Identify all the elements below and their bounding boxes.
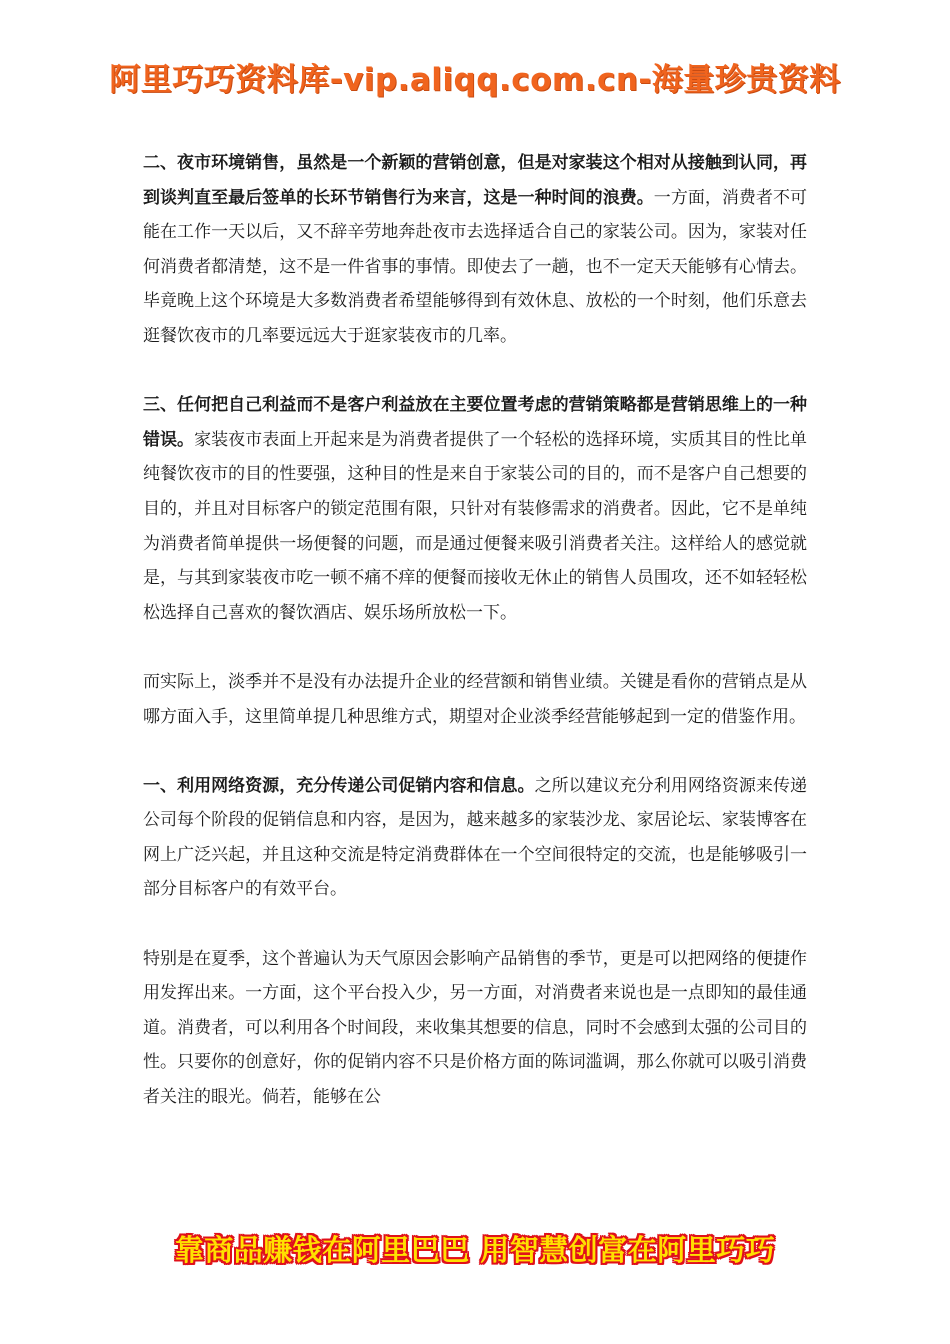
paragraph-body: 家装夜市表面上开起来是为消费者提供了一个轻松的选择环境，实质其目的性比单纯餐饮夜市的目的性要强，这种目的性是来自于家装公司的目的，而不是客户自己想要的目的，并且对目标客户的锁定范围有限，只针对有装修需求的消费者。因此，它不是单纯为消费者简单提供一场便餐的问题，而是通过便餐来吸引消费者关注。这样给人的感觉就是，与其到家装夜市吃一顿不痛不痒的便餐而接收无休止的销售人员围攻，还不如轻轻松松选择自己喜欢的餐饮酒店、娱乐场所放松一下。 bbox=[143, 429, 808, 623]
paragraph-body: 而实际上，淡季并不是没有办法提升企业的经营额和销售业绩。关键是看你的营销点是从哪方面入手，这里简单提几种思维方式，期望对企业淡季经营能够起到一定的借鉴作用。 bbox=[143, 671, 807, 727]
paragraph-network-resources bbox=[143, 769, 807, 907]
paragraph-summer bbox=[143, 942, 807, 1115]
document-body bbox=[143, 146, 807, 1115]
paragraph-night-market-time bbox=[143, 146, 807, 354]
paragraph-body: 特别是在夏季，这个普遍认为天气原因会影响产品销售的季节，更是可以把网络的便捷作用发挥出来。一方面，这个平台投入少，另一方面，对消费者来说也是一点即知的最佳通道。消费者，可以利用各个时间段，来收集其想要的信息，同时不会感到太强的公司目的性。只要你的创意好，你的促销内容不只是价格方面的陈词滥调，那么你就可以吸引消费者关注的眼光。倘若，能够在公 bbox=[143, 948, 807, 1108]
paragraph-lead: 二、夜市环境销售，虽然是一个新颖的营销创意，但是对家装这个相对从接触到认同，再到谈判直至最后签单的长环节销售行为来言，这是一种时间的浪费。 bbox=[143, 153, 807, 208]
footer-banner: 靠商品赚钱在阿里巴巴 用智慧创富在阿里巧巧 bbox=[174, 1233, 776, 1267]
paragraph-body: 一方面，消费者不可能在工作一天以后，又不辞辛劳地奔赴夜市去选择适合自己的家装公司。因为，家装对任何消费者都清楚，这不是一件省事的事情。即使去了一趟，也不一定天天能够有心情去。毕竟晚上这个环境是大多数消费者希望能够得到有效休息、放松的一个时刻，他们乐意去逛餐饮夜市的几率要远远大于逛家装夜市的几率。 bbox=[143, 187, 808, 346]
paragraph-gap bbox=[143, 734, 807, 769]
header-banner: 阿里巧巧资料库-vip.aliqq.com.cn-海量珍贵资料 bbox=[109, 62, 841, 98]
paragraph-gap bbox=[143, 907, 807, 942]
paragraph-gap bbox=[143, 630, 807, 665]
paragraph-lead: 一、利用网络资源，充分传递公司促销内容和信息。 bbox=[143, 775, 535, 796]
paragraph-body: 之所以建议充分利用网络资源来传递公司每个阶段的促销信息和内容，是因为，越来越多的家装沙龙、家居论坛、家装博客在网上广泛兴起，并且这种交流是特定消费群体在一个空间很特定的交流，也是能够吸引一部分目标客户的有效平台。 bbox=[143, 775, 808, 900]
paragraph-gap bbox=[143, 354, 807, 389]
paragraph-off-season bbox=[143, 665, 807, 734]
paragraph-lead: 三、任何把自己利益而不是客户利益放在主要位置考虑的营销策略都是营销思维上的一种错误。 bbox=[143, 395, 807, 450]
paragraph-self-interest-error bbox=[143, 388, 807, 630]
